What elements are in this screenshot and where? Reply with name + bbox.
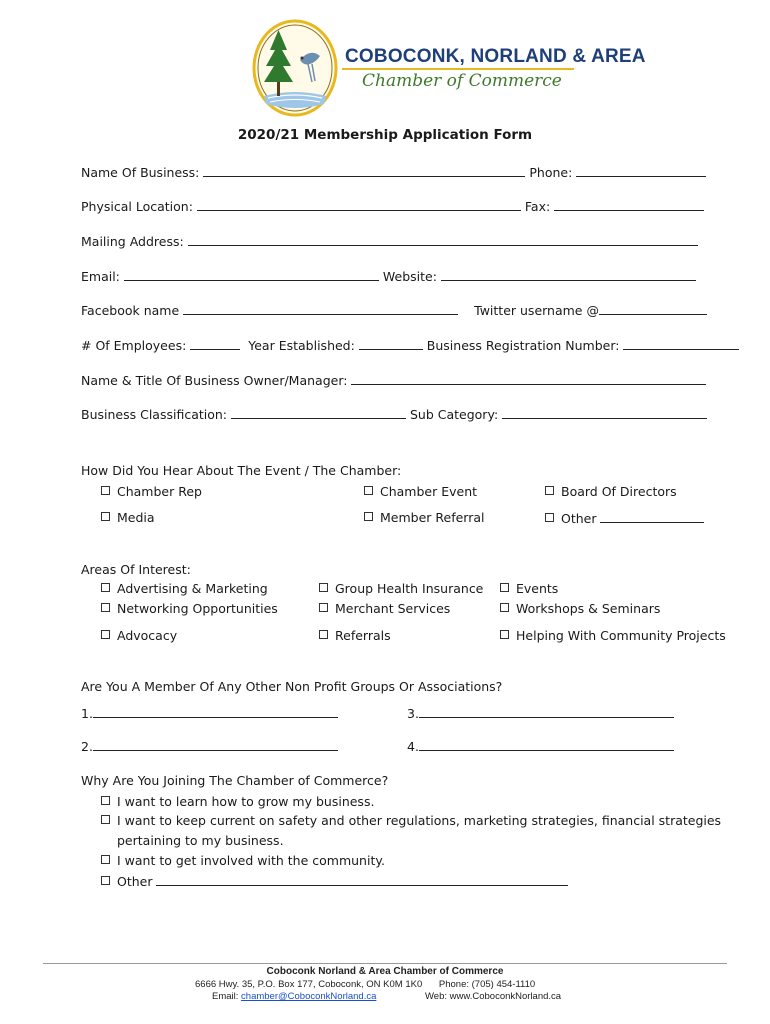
checkbox-icon[interactable] [545,486,554,495]
owner-manager-field[interactable] [351,372,706,385]
footer-email-link[interactable]: chamber@CoboconkNorland.ca [241,991,377,1002]
physical-location-field[interactable] [197,198,521,211]
business-name-field[interactable] [203,164,525,177]
footer-org-name: Coboconk Norland & Area Chamber of Commerce [266,966,504,977]
email-row [81,268,696,284]
other-group-2: 2. [81,738,338,754]
registration-number-label: Business Registration Number: [426,338,620,353]
other-group-4-field[interactable] [419,738,674,751]
footer-phone: Phone: (705) 454-1110 [438,979,536,990]
why-option-keep-current[interactable]: I want to keep current on safety and other regulations, marketing strategies, financial strategies [101,813,721,828]
registration-number-field[interactable] [623,337,739,350]
interest-workshops-seminars[interactable]: Workshops & Seminars [500,601,660,616]
facebook-label: Facebook name [81,303,180,318]
checkbox-icon[interactable] [101,512,110,521]
checkbox-icon[interactable] [364,486,373,495]
checkbox-icon[interactable] [101,815,110,824]
checkbox-icon[interactable] [101,583,110,592]
twitter-field[interactable] [599,302,707,315]
other-group-1: 1. [81,705,338,721]
physical-location-label: Physical Location: [81,199,193,214]
checkbox-icon[interactable] [500,583,509,592]
checkbox-icon[interactable] [101,603,110,612]
interest-advocacy[interactable]: Advocacy [101,628,177,643]
checkbox-icon[interactable] [101,630,110,639]
interest-networking[interactable]: Networking Opportunities [101,601,278,616]
phone-label: Phone: [529,165,573,180]
form-title: 2020/21 Membership Application Form [237,127,533,143]
why-option-grow-business[interactable]: I want to learn how to grow my business. [101,794,374,809]
mailing-address-label: Mailing Address: [81,234,184,249]
other-groups-question: Are You A Member Of Any Other Non Profit Groups Or Associations? [81,679,503,694]
classification-field[interactable] [231,406,406,419]
why-joining-question: Why Are You Joining The Chamber of Commerce? [81,773,389,788]
hear-option-chamber-rep[interactable]: Chamber Rep [101,484,202,499]
hear-option-other[interactable]: Other [545,510,704,526]
employees-field[interactable] [190,337,240,350]
checkbox-icon[interactable] [500,603,509,612]
year-established-label: Year Established: [248,338,355,353]
interest-group-health-insurance[interactable]: Group Health Insurance [319,581,483,596]
mailing-address-row [81,233,698,249]
email-label: Email: [81,269,120,284]
fax-field[interactable] [554,198,704,211]
facebook-row [81,302,707,318]
classification-row [81,406,707,422]
fax-label: Fax: [524,199,551,214]
checkbox-icon[interactable] [319,630,328,639]
footer-address-line [195,979,535,990]
employees-label: # Of Employees: [81,338,187,353]
other-group-3: 3. [407,705,674,721]
checkbox-icon[interactable] [319,583,328,592]
footer-divider [43,963,727,964]
twitter-label: Twitter username @ [474,303,599,318]
hear-option-member-referral[interactable]: Member Referral [364,510,485,525]
why-other-field[interactable] [156,873,568,886]
hear-option-media[interactable]: Media [101,510,155,525]
org-name-line1: COBOCONK, NORLAND & AREA [345,46,646,67]
checkbox-icon[interactable] [101,876,110,885]
why-option-keep-current-cont: pertaining to my business. [117,833,284,848]
footer-contact-line [212,991,561,1002]
website-field[interactable] [441,268,696,281]
interest-advertising-marketing[interactable]: Advertising & Marketing [101,581,268,596]
business-name-label: Name Of Business: [81,165,200,180]
mailing-address-field[interactable] [188,233,698,246]
hear-option-board-of-directors[interactable]: Board Of Directors [545,484,677,499]
why-option-community[interactable]: I want to get involved with the community. [101,853,385,868]
why-option-other[interactable]: Other [101,873,568,889]
hear-other-field[interactable] [600,510,704,523]
classification-label: Business Classification: [81,407,228,422]
phone-field[interactable] [576,164,706,177]
other-group-4: 4. [407,738,674,754]
checkbox-icon[interactable] [364,512,373,521]
interest-referrals[interactable]: Referrals [319,628,391,643]
other-group-2-field[interactable] [93,738,338,751]
org-name-line2: Chamber of Commerce [362,71,562,91]
interest-events[interactable]: Events [500,581,558,596]
footer-address: 6666 Hwy. 35, P.O. Box 177, Coboconk, ON K0M 1K0 [195,979,423,990]
logo-divider-line [342,68,574,70]
sub-category-field[interactable] [502,406,707,419]
chamber-logo [250,18,340,118]
checkbox-icon[interactable] [545,513,554,522]
checkbox-icon[interactable] [101,796,110,805]
physical-location-row [81,198,704,214]
logo-emblem-icon [250,18,340,118]
checkbox-icon[interactable] [319,603,328,612]
checkbox-icon[interactable] [101,486,110,495]
checkbox-icon[interactable] [500,630,509,639]
interests-question: Areas Of Interest: [81,562,191,577]
interest-community-projects[interactable]: Helping With Community Projects [500,628,726,643]
checkbox-icon[interactable] [101,855,110,864]
year-established-field[interactable] [359,337,423,350]
hear-about-question: How Did You Hear About The Event / The Chamber: [81,463,402,478]
other-group-3-field[interactable] [419,705,674,718]
owner-manager-row [81,372,706,388]
footer-email-label: Email: [212,991,239,1002]
footer-web: Web: www.CoboconkNorland.ca [425,991,562,1002]
employees-row [81,337,739,353]
sub-category-label: Sub Category: [409,407,499,422]
email-field[interactable] [124,268,379,281]
hear-option-chamber-event[interactable]: Chamber Event [364,484,477,499]
business-name-row [81,164,706,180]
facebook-field[interactable] [183,302,458,315]
interest-merchant-services[interactable]: Merchant Services [319,601,450,616]
website-label: Website: [382,269,437,284]
owner-manager-label: Name & Title Of Business Owner/Manager: [81,373,348,388]
other-group-1-field[interactable] [93,705,338,718]
